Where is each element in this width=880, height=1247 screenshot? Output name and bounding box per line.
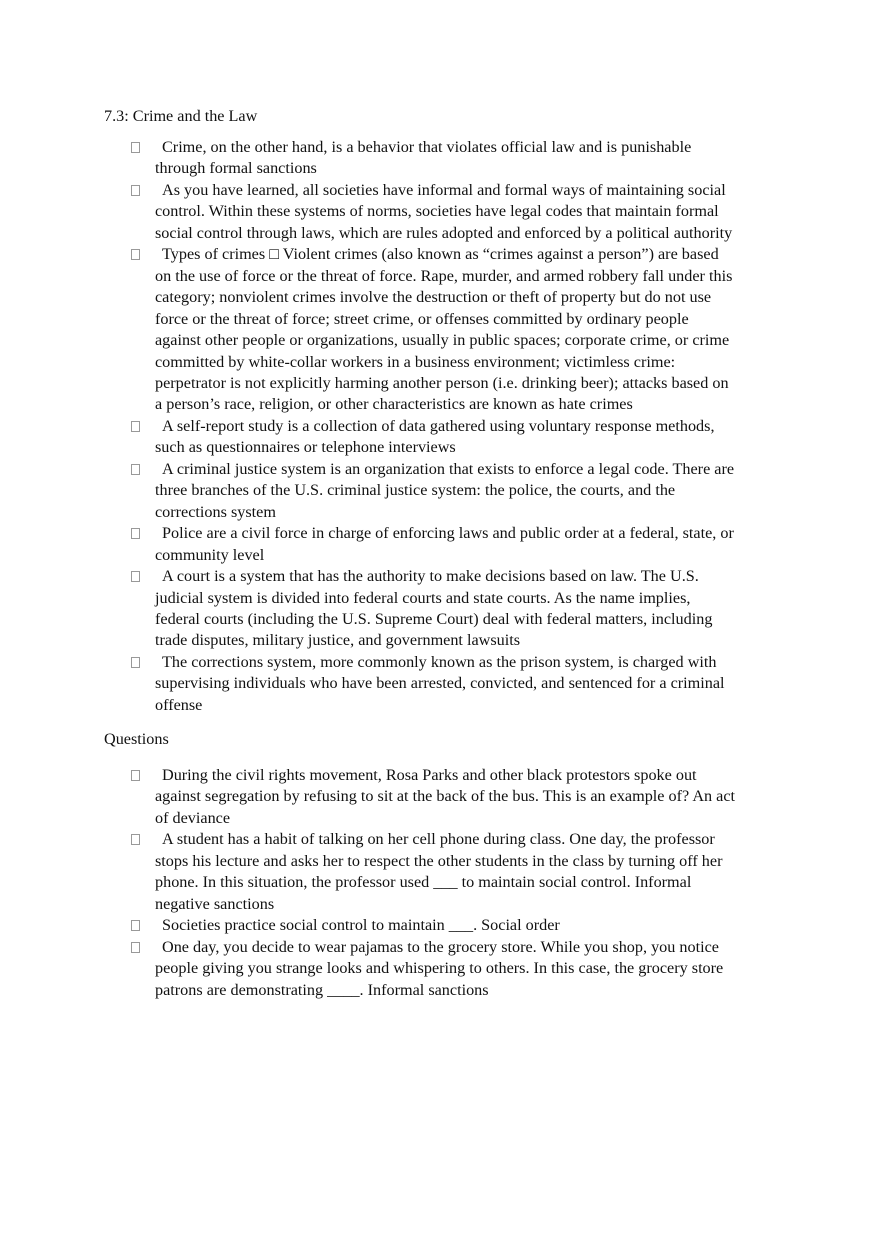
text-line: patrons are demonstrating ____. Informal sanctions [155,980,489,999]
bullet-item [0,459,880,523]
text-line: negative sanctions [155,894,275,913]
text-line: A self-report study is a collection of data gathered using voluntary response methods, [162,416,715,435]
text-line: control. Within these systems of norms, societies have legal codes that maintain formal [155,202,719,221]
text-line: such as questionnaires or telephone interviews [155,438,456,457]
text-line: One day, you decide to wear pajamas to the grocery store. While you shop, you notice [162,937,719,956]
text-line: A court is a system that has the authority to make decisions based on law. The U.S. [162,567,699,586]
bullet-box-icon [131,185,140,196]
text-line: a person’s race, religion, or other characteristics are known as hate crimes [155,395,633,414]
text-line: federal courts (including the U.S. Supreme Court) deal with federal matters, including [155,609,713,628]
text-line: force or the threat of force; street crime, or offenses committed by ordinary people [155,309,689,328]
notes-list [0,137,880,716]
bullet-item [0,137,880,180]
text-line: supervising individuals who have been arrested, convicted, and sentenced for a criminal [155,674,725,693]
text-line: Societies practice social control to maintain ___. Social order [162,916,560,935]
text-line: judicial system is divided into federal courts and state courts. As the name implies, [155,588,691,607]
text-line: against segregation by refusing to sit at the back of the bus. This is an example of? An act [155,787,736,806]
bullet-box-icon [131,920,140,931]
bullet-item [0,244,880,416]
text-line: As you have learned, all societies have informal and formal ways of maintaining social [162,180,726,199]
questions-list [0,765,880,1001]
text-line: community level [155,545,265,564]
text-line: on the use of force or the threat of force. Rape, murder, and armed robbery fall under this [155,266,733,285]
text-line: The corrections system, more commonly known as the prison system, is charged with [162,652,717,671]
questions-heading: Questions [104,730,169,748]
text-line: A student has a habit of talking on her cell phone during class. One day, the professor [162,830,715,849]
text-line: category; nonviolent crimes involve the destruction or theft of property but do not use [155,288,712,307]
question-item [0,829,880,915]
text-line: against other people or organizations, usually in public spaces; corporate crime, or crime [155,331,730,350]
text-line: perpetrator is not explicitly harming another person (i.e. drinking beer); attacks based on [155,373,729,392]
bullet-box-icon [131,657,140,668]
text-line: people giving you strange looks and whispering to others. In this case, the grocery store [155,959,724,978]
bullet-box-icon [131,142,140,153]
bullet-item [0,180,880,244]
bullet-box-icon [131,528,140,539]
text-line: offense [155,695,203,714]
section-title: 7.3: Crime and the Law [104,107,258,125]
text-line: A criminal justice system is an organization that exists to enforce a legal code. There are [162,459,735,478]
question-item [0,937,880,1001]
bullet-box-icon [131,249,140,260]
bullet-item [0,523,880,566]
question-item [0,765,880,829]
bullet-box-icon [131,834,140,845]
text-line: Crime, on the other hand, is a behavior that violates official law and is punishable [162,138,692,156]
question-item [0,915,880,936]
text-line: phone. In this situation, the professor used ___ to maintain social control. Informal [155,873,692,892]
text-line: committed by white-collar workers in a business environment; victimless crime: [155,352,676,371]
bullet-box-icon [131,421,140,432]
text-line: social control through laws, which are rules adopted and enforced by a political authority [155,223,733,242]
text-line: trade disputes, military justice, and government lawsuits [155,631,521,650]
text-line: Police are a civil force in charge of enforcing laws and public order at a federal, state, or [162,524,734,543]
bullet-box-icon [131,942,140,953]
text-line: corrections system [155,502,276,521]
text-line: stops his lecture and asks her to respect the other students in the class by turning off her [155,851,723,870]
text-line: Types of crimes □ Violent crimes (also known as “crimes against a person”) are based [162,245,719,264]
text-line: During the civil rights movement, Rosa Parks and other black protestors spoke out [162,766,697,784]
bullet-box-icon [131,770,140,781]
bullet-item [0,652,880,716]
text-line: through formal sanctions [155,159,317,178]
bullet-box-icon [131,571,140,582]
text-line: three branches of the U.S. criminal justice system: the police, the courts, and the [155,481,676,500]
bullet-item [0,566,880,652]
bullet-box-icon [131,464,140,475]
text-line: of deviance [155,808,231,827]
bullet-item [0,416,880,459]
